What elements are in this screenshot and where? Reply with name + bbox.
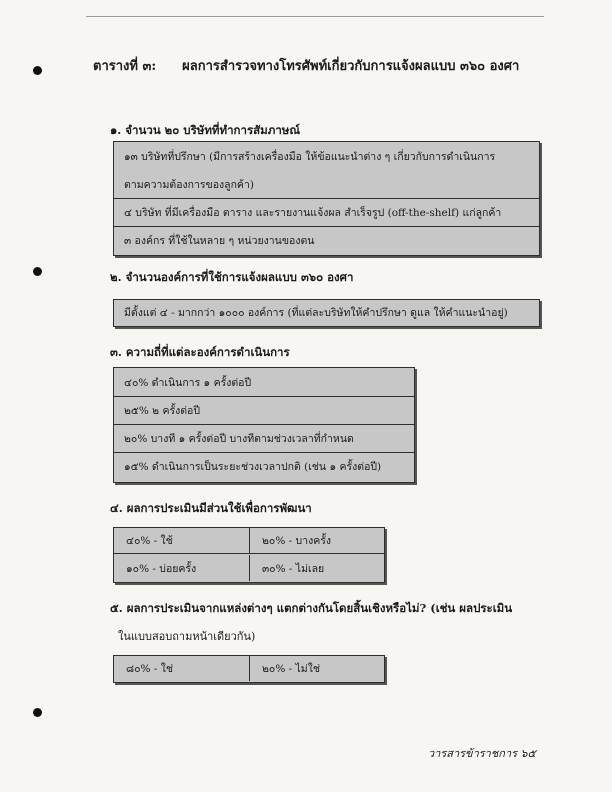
section1-box (113, 141, 540, 256)
page-footer: วารสารข้าราชการ ๖๕ (428, 747, 536, 760)
section5-cell: ๒๐% - ไม่ใช่ (249, 656, 384, 681)
punch-hole-bottom (33, 708, 42, 717)
section3-heading: ๓. ความถี่ที่แต่ละองค์การดำเนินการ (110, 345, 290, 359)
section4-heading: ๔. ผลการประเมินมีส่วนใช้เพื่อการพัฒนา (110, 501, 312, 515)
section3-row: ๑๕% ดำเนินการเป็นระยะช่วงเวลาปกติ (เช่น ๑ ครั้งต่อปี) (114, 452, 414, 480)
section3-box (113, 367, 415, 483)
section5-heading-cont: ในแบบสอบถามหน้าเดียวกัน) (118, 630, 256, 643)
section2-box (113, 299, 540, 327)
title-text: ผลการสำรวจทางโทรศัพท์เกี่ยวกับการแจ้งผลแบบ ๓๖๐ องศา (182, 59, 520, 74)
section4-cell: ๒๐% - บางครั้ง (249, 528, 384, 554)
section1-row: ๔ บริษัท ที่มีเครื่องมือ ตาราง และรายงานแจ้งผล สำเร็จรูป (off-the-shelf) แก่ลูกค้า (114, 198, 539, 226)
section5-heading: ๕. ผลการประเมินจากแหล่งต่างๆ แตกต่างกันโดยสิ้นเชิงหรือไม่? (เช่น ผลประเมิน (110, 601, 513, 615)
section4-box (113, 527, 385, 583)
section2-heading: ๒. จำนวนองค์การที่ใช้การแจ้งผลแบบ ๓๖๐ องศา (110, 270, 354, 284)
section1-row: ตามความต้องการของลูกค้า) (124, 178, 254, 191)
section3-row: ๒๐% บางที ๑ ครั้งต่อปี บางทีตามช่วงเวลาที่กำหนด (114, 424, 414, 452)
table-number: ตารางที่ ๓: (93, 59, 157, 74)
section1-row: ๑๓ บริษัทที่ปรึกษา (มีการสร้างเครื่องมือ ให้ข้อแนะนำต่าง ๆ เกี่ยวกับการดำเนินการ (124, 150, 496, 163)
section3-row: ๔๐% ดำเนินการ ๑ ครั้งต่อปี (124, 376, 252, 389)
section5-box (113, 655, 385, 683)
section4-cell: ๑๐% - บ่อยครั้ง (126, 562, 197, 575)
punch-hole-middle (33, 267, 42, 276)
section4-cell: ๓๐% - ไม่เลย (249, 555, 384, 581)
section1-row: ๓ องค์กร ที่ใช้ในหลาย ๆ หน่วยงานของตน (114, 226, 539, 254)
section2-row: มีตั้งแต่ ๔ - มากกว่า ๑๐๐๐ องค์การ (ที่แต่ละบริษัทให้คำปรึกษา ดูแล ให้คำแนะนำอยู่) (124, 307, 508, 319)
section1-heading: ๑. จำนวน ๒๐ บริษัทที่ทำการสัมภาษณ์ (110, 123, 301, 137)
page-title (93, 55, 519, 76)
section4-cell: ๔๐% - ใช้ (114, 528, 249, 554)
section5-cell: ๘๐% - ใช่ (126, 663, 173, 675)
section3-row: ๒๕% ๒ ครั้งต่อปี (114, 396, 414, 424)
punch-hole-top (33, 66, 42, 75)
header-rule (86, 16, 544, 17)
